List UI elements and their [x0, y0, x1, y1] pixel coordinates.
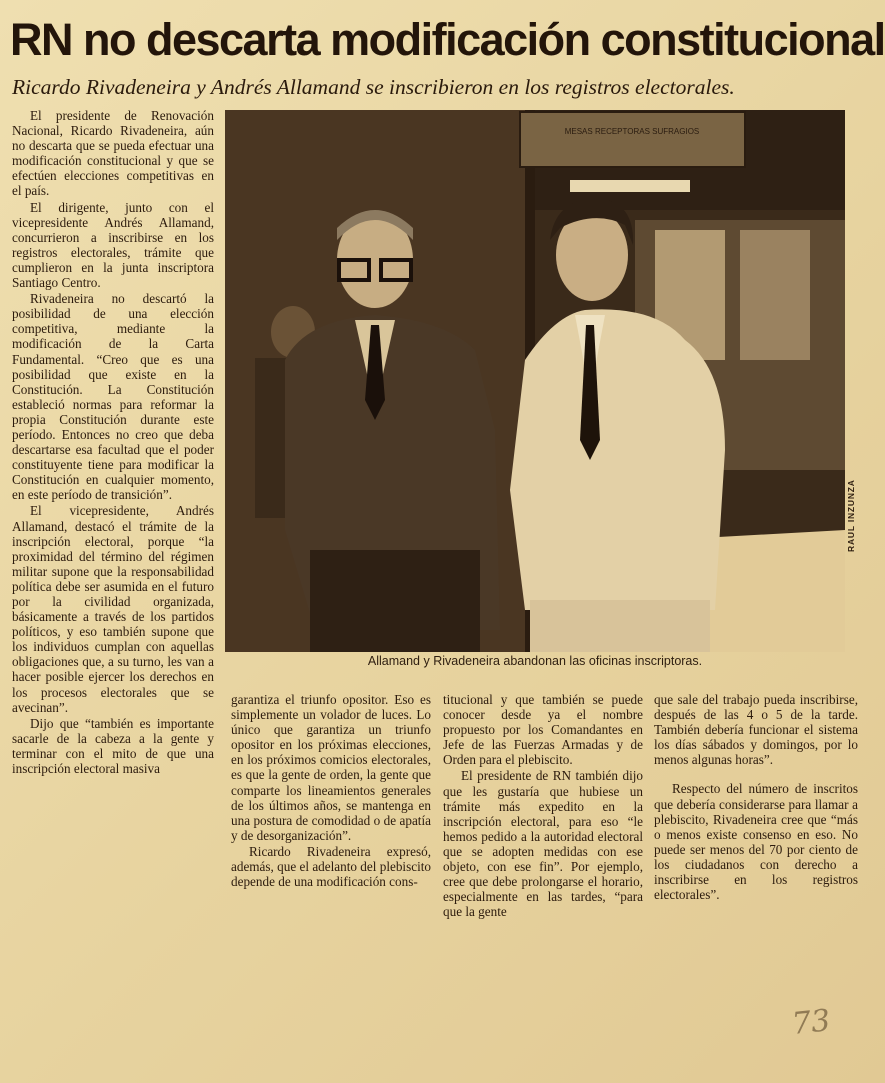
paragraph: garantiza el triunfo opositor. Eso es simplemente un volador de luces. Lo único que garantiza un triunfo opositor en los próximas elecciones, en los próximos comicios electorales, es que la gente de orden, la gente que comparte los lineamientos generales de los últimos años, se mantenga en una postura de comodidad o de apatía y de desorganización”. — [231, 692, 431, 843]
paragraph: El presidente de RN también dijo que les gustaría que hubiese un trámite más expedito en la inscripción electoral, para eso “le hemos pedido a la autoridad electoral que se adopten medidas con ese objeto, con ese fin”. Por ejemplo, cree que debe prolongarse el horario, especialmente en las tardes, “para que la gente — [443, 768, 643, 920]
photo-credit: RAUL INZUNZA — [846, 479, 856, 552]
paragraph: Dijo que “también es importante sacarle de la cabeza a la gente y terminar con el mito de que una inscripción electoral masiva — [12, 715, 214, 777]
paragraph: El dirigente, junto con el vicepresidente Andrés Allamand, concurrieron a inscribirse en los registros electorales, trámite que cumplieron en la junta inscriptora Santiago Centro. — [12, 199, 214, 291]
sign-text: MESAS RECEPTORAS SUFRAGIOS — [564, 127, 700, 136]
article-column-4 — [654, 692, 858, 902]
news-photo — [225, 110, 845, 652]
photo-caption: Allamand y Rivadeneira abandonan las oficinas inscriptoras. — [367, 654, 703, 668]
paragraph: que sale del trabajo pueda inscribirse, después de las 4 o 5 de la tarde. También debería funcionar el sistema los días sábados y domingos, por lo menos algunas horas”. — [654, 692, 858, 768]
paragraph: El vicepresidente, Andrés Allamand, destacó el trámite de la inscripción electoral, porque “la proximidad del término del régimen militar supone que la responsabilidad política debe ser asumida en el futuro por la civilidad organizada, básicamente a través de los partidos políticos, y eso también supone que los individuos cumplan con aquellas obligaciones que, a su turno, les van a hacer posible ejercer los derechos en los procesos electorales que se avecinan”. — [12, 503, 214, 715]
paragraph: Rivadeneira no descartó la posibilidad de una elección competitiva, mediante la modificación de la Carta Fundamental. “Creo que es una posibilidad que existe en la Constitución. La Constitución estableció normas para reformar la propia Constitución durante este período. Entonces no creo que deba descartarse esa facultad que el poder constituyente tiene para modificar la Constitución en cualquier momento, en este período de transición”. — [12, 291, 214, 503]
headline: RN no descarta modificación constitucional — [10, 14, 885, 65]
subheadline: Ricardo Rivadeneira y Andrés Allamand se inscribieron en los registros electorales. — [12, 75, 735, 99]
paragraph: Respecto del número de inscritos que debería considerarse para llamar a plebiscito, Rivadeneira cree que “más o menos existe consenso en eso. No puede ser menos del 70 por ciento de los ciudadanos con derecho a inscribirse en los registros electorales”. — [654, 781, 858, 903]
article-column-2 — [231, 692, 431, 889]
paragraph: titucional y que también se puede conocer desde ya el nombre propuesto por los Comandantes en Jefe de las Fuerzas Armadas y de Orden para el plebiscito. — [443, 692, 643, 768]
photo-illustration — [225, 110, 845, 652]
handwritten-page-number: 73 — [790, 1003, 832, 1042]
article-column-3 — [443, 692, 643, 919]
article-column-1 — [12, 108, 214, 776]
paragraph: Ricardo Rivadeneira expresó, además, que el adelanto del plebiscito depende de una modificación cons- — [231, 843, 431, 890]
paragraph: El presidente de Renovación Nacional, Ricardo Rivadeneira, aún no descarta que se pueda efectuar una modificación constitucional y que se efectúen elecciones competitivas en el país. — [12, 108, 214, 199]
